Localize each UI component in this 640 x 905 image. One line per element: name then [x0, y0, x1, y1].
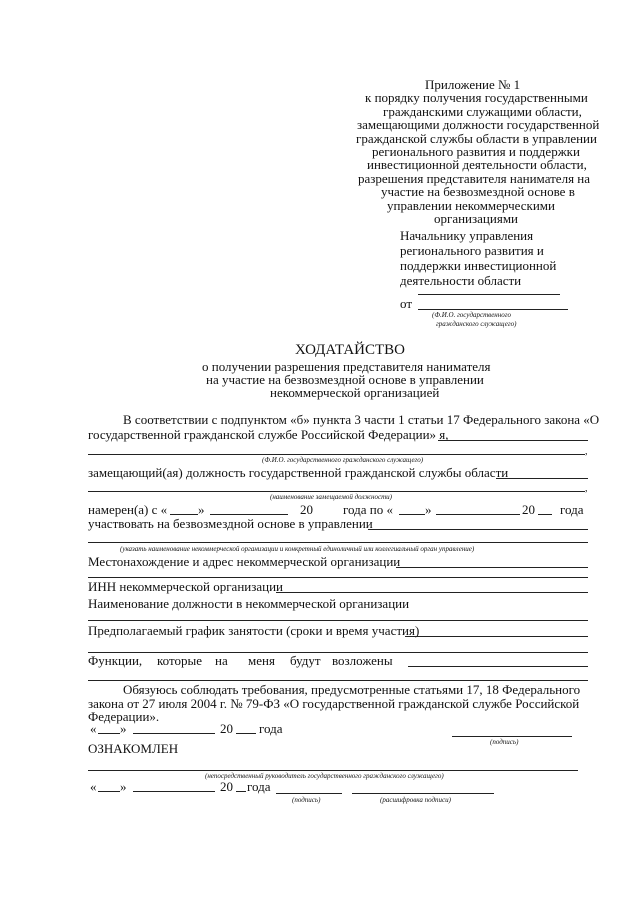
addressee-line: деятельности области	[400, 273, 522, 288]
day-field[interactable]	[170, 514, 198, 515]
appendix-line: управлении некоммерческими	[387, 198, 555, 213]
obligation-line: Обязуюсь соблюдать требования, предусмотренные статьями 17, 18 Федерального	[123, 682, 581, 697]
ack-signature-field[interactable]	[276, 793, 342, 794]
signature-field[interactable]	[452, 736, 572, 737]
intend-start: намерен(а) с «	[88, 502, 168, 517]
post-label: Наименование должности в некоммерческой организации	[88, 596, 410, 611]
hint-manager: (непосредственный руководитель государственного гражданского служащего)	[205, 772, 444, 780]
position-field[interactable]	[496, 478, 588, 479]
from-hint: гражданского служащего)	[436, 320, 517, 328]
year-field-end[interactable]	[538, 514, 552, 515]
addressee-line: Начальнику управления	[400, 228, 534, 243]
hint-sign2: (подпись)	[292, 796, 321, 804]
doc-title: ХОДАТАЙСТВО	[295, 342, 405, 358]
location-field-2[interactable]	[88, 577, 588, 578]
location-label: Местонахождение и адрес некоммерческой организации	[88, 554, 401, 569]
inn-field[interactable]	[276, 592, 588, 593]
functions-field[interactable]	[408, 666, 588, 667]
doc-subtitle: о получении разрешения представителя нанимателя	[202, 359, 491, 374]
month-field[interactable]	[210, 514, 288, 515]
hint-decode: (расшифровка подписи)	[380, 796, 451, 804]
position-label: замещающий(ая) должность государственной гражданской службы области	[88, 465, 509, 480]
fio-field-2[interactable]	[88, 454, 585, 455]
from-field[interactable]	[418, 309, 568, 310]
functions-field-2[interactable]	[88, 680, 588, 681]
blank-line[interactable]	[418, 294, 560, 295]
doc-subtitle: некоммерческой организацией	[270, 385, 440, 400]
position-field-2[interactable]	[88, 491, 585, 492]
appendix-line: разрешения представителя нанимателя на	[358, 171, 591, 186]
sign-month-field[interactable]	[133, 733, 215, 734]
appendix-line: участие на безвозмездной основе в	[381, 184, 575, 199]
location-field[interactable]	[396, 567, 588, 568]
appendix-line: замещающими должности государственной	[357, 117, 600, 132]
appendix-line: организациями	[434, 211, 518, 226]
fio-field[interactable]	[438, 440, 588, 441]
appendix-line: регионального развития и поддержки	[372, 144, 580, 159]
day-field-end[interactable]	[399, 514, 425, 515]
sign-year-field[interactable]	[236, 733, 256, 734]
appendix-title: Приложение № 1	[425, 77, 521, 92]
paragraph-line: В соответствии с подпунктом «б» пункта 3 части 1 статьи 17 Федерального закона «О	[123, 412, 600, 427]
from-hint: (Ф.И.О. государственного	[432, 311, 511, 319]
inn-label: ИНН некоммерческой организации	[88, 579, 284, 594]
hint-fio: (Ф.И.О. государственного гражданского служащего)	[262, 456, 424, 464]
paragraph-line: государственной гражданской службе Российской Федерации» я,	[88, 427, 449, 442]
schedule-label: Предполагаемый график занятости (сроки и время участия)	[88, 623, 420, 638]
ack-decode-field[interactable]	[352, 793, 494, 794]
hint-org: (указать наименование некоммерческой организации и конкретный единоличный или коллегиальный орган управление)	[120, 545, 475, 553]
sign-day-field[interactable]	[98, 733, 120, 734]
doc-subtitle: на участие на безвозмездной основе в управлении	[206, 372, 484, 387]
appendix-line: гражданскими служащими области,	[383, 104, 582, 119]
hint-position: (наименование замещаемой должности)	[270, 493, 392, 501]
appendix-line: гражданской службы области в управлении	[356, 131, 597, 146]
org-field-2[interactable]	[88, 542, 588, 543]
manage-label: участвовать на безвозмездной основе в управлении	[88, 516, 373, 531]
appendix-line: инвестиционной деятельности области,	[367, 157, 587, 172]
obligation-line: Федерации».	[88, 709, 160, 724]
hint-sign: (подпись)	[490, 738, 519, 746]
org-field[interactable]	[368, 529, 588, 530]
ack-year-field[interactable]	[236, 791, 246, 792]
obligation-line: закона от 27 июля 2004 г. № 79-ФЗ «О государственной гражданской службе Российской	[88, 696, 580, 711]
addressee-line: поддержки инвестиционной	[400, 258, 557, 273]
familiar-label: ОЗНАКОМЛЕН	[88, 741, 179, 756]
ack-day-field[interactable]	[98, 791, 120, 792]
post-field[interactable]	[88, 620, 588, 621]
addressee-line: регионального развития и	[400, 243, 544, 258]
manager-field[interactable]	[88, 770, 578, 771]
schedule-field[interactable]	[405, 636, 588, 637]
month-field-end[interactable]	[436, 514, 520, 515]
appendix-line: к порядку получения государственными	[365, 90, 588, 105]
ack-month-field[interactable]	[133, 791, 215, 792]
from-label: от	[400, 296, 413, 311]
